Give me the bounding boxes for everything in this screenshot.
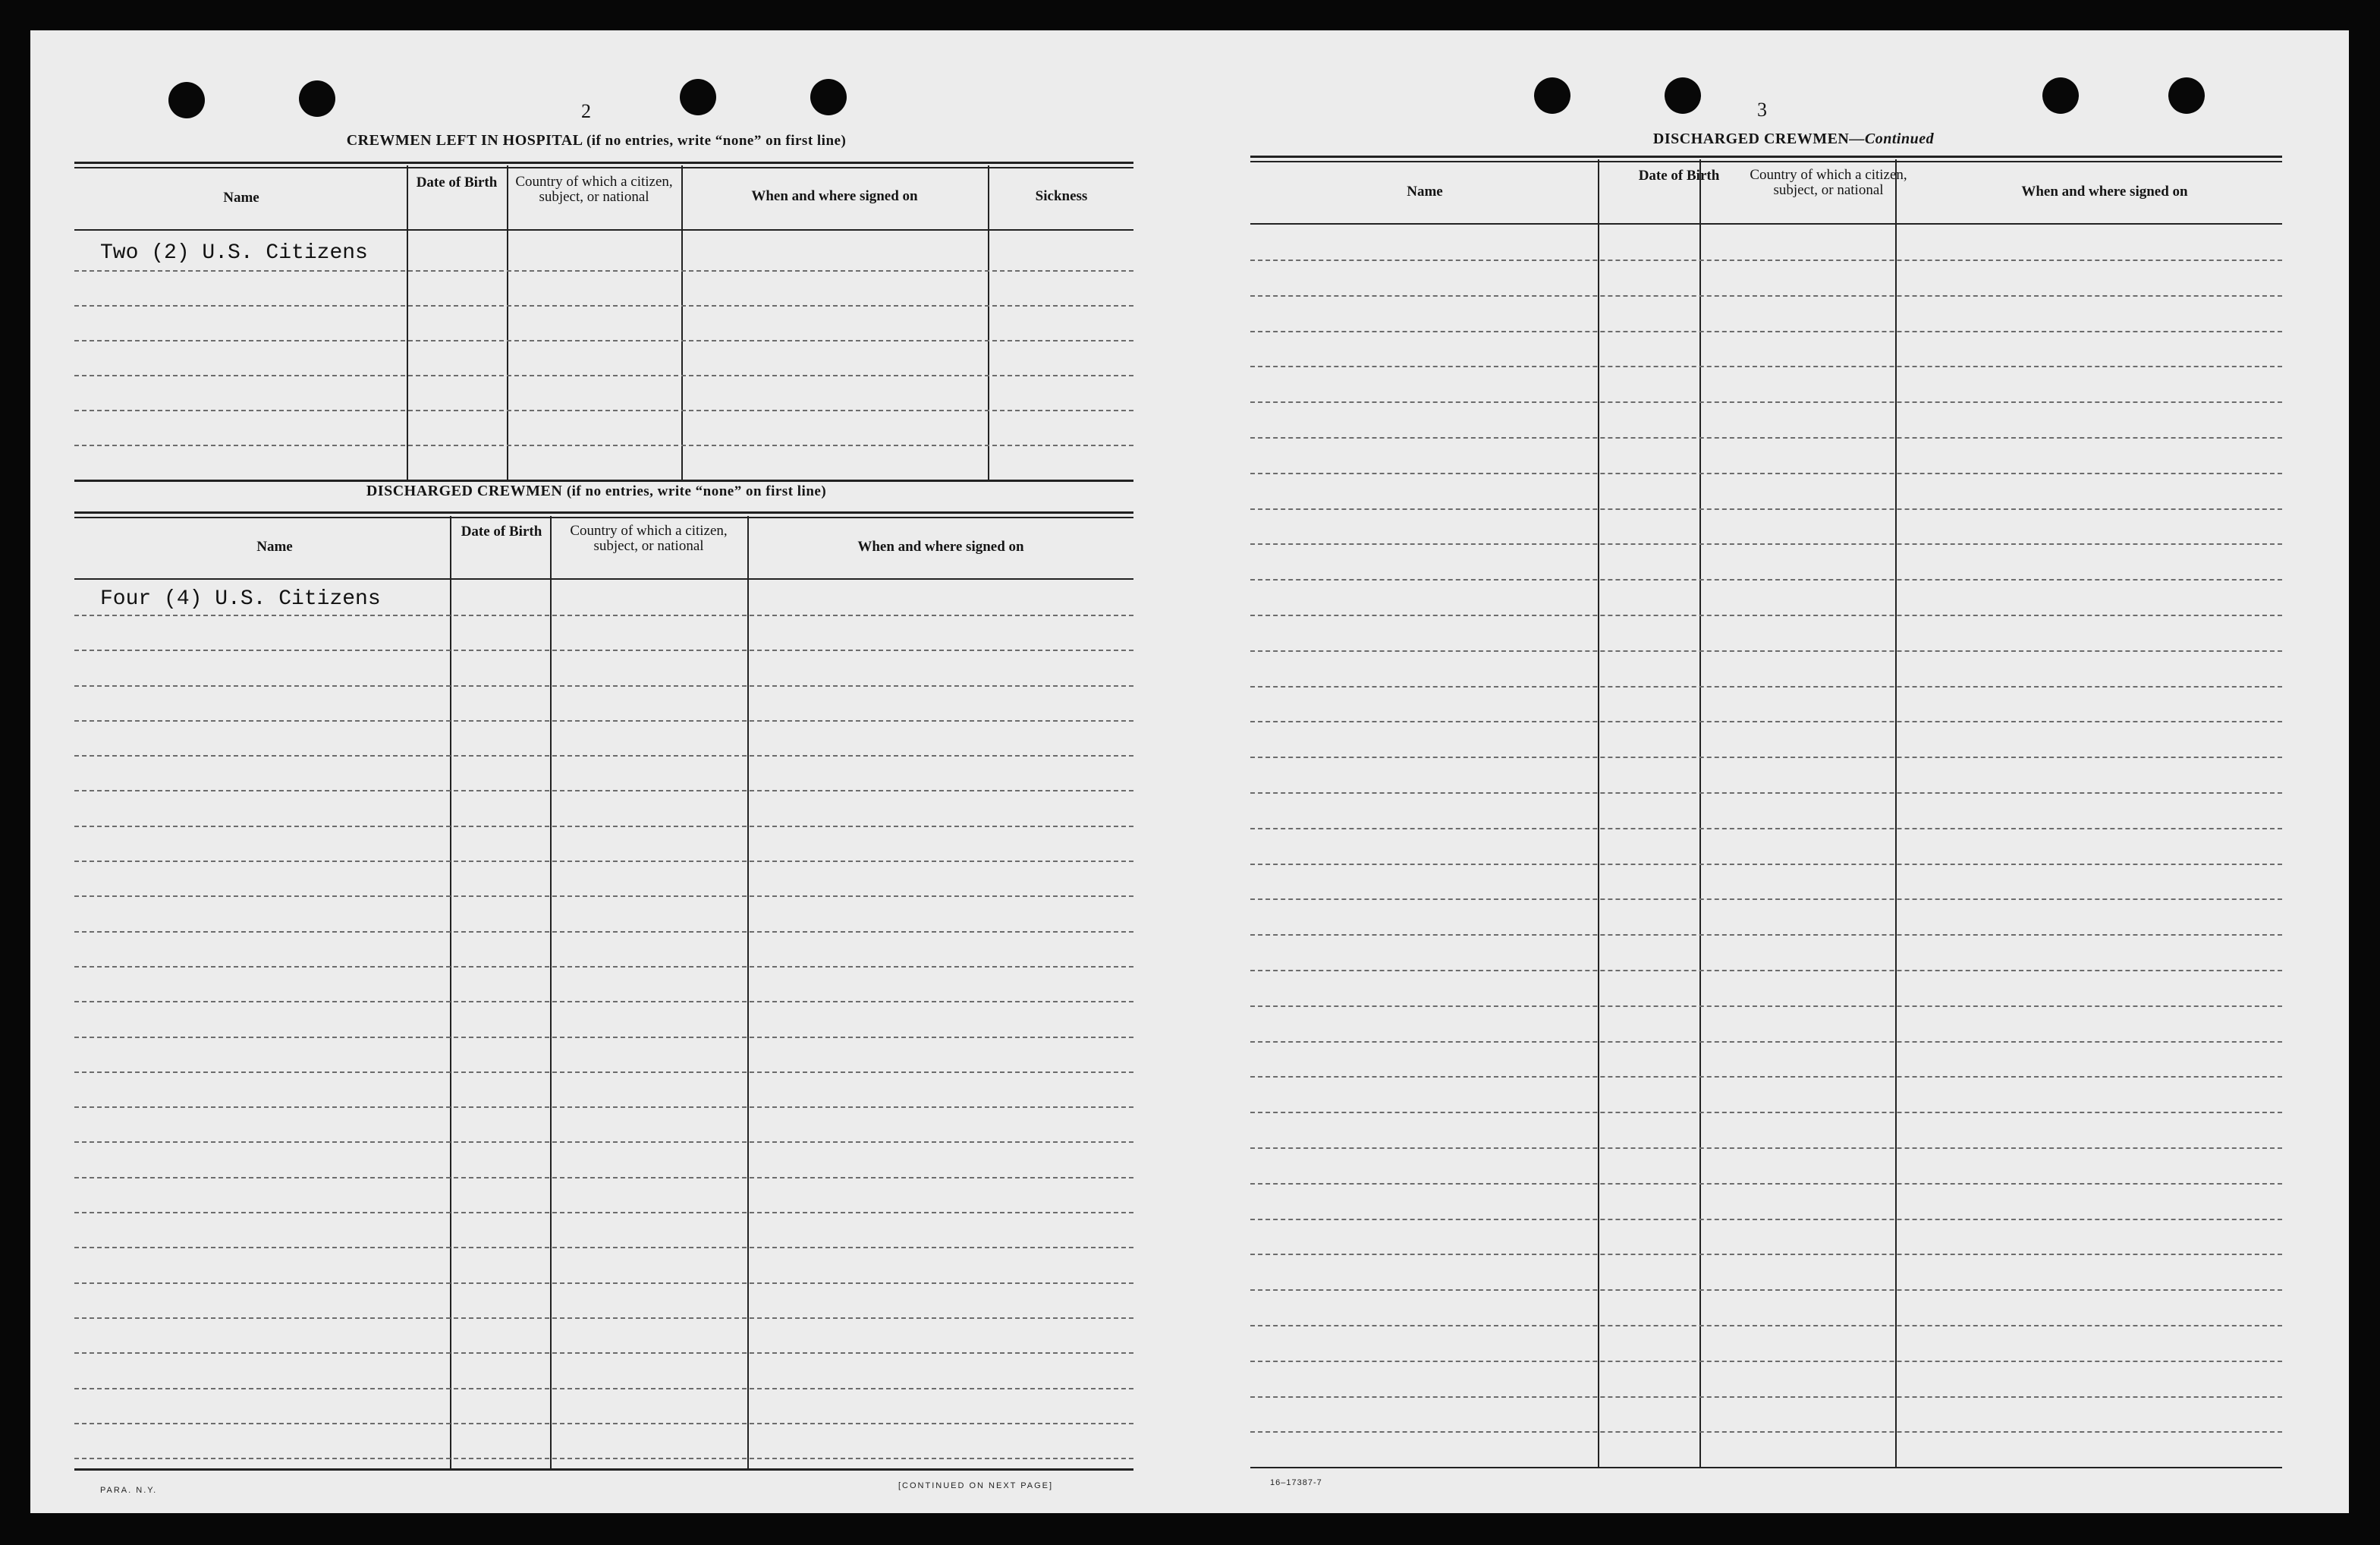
discharged-header-rule — [74, 578, 1133, 580]
document-sheet — [30, 30, 2349, 1513]
right-row-line — [1250, 366, 2282, 367]
punch-hole — [1665, 77, 1701, 114]
right-row-line — [1250, 970, 2282, 971]
hospital-row-line — [74, 305, 1133, 307]
discharged-row-line — [74, 720, 1133, 722]
hospital-row-line — [74, 340, 1133, 341]
right-row-line — [1250, 1325, 2282, 1326]
punch-hole — [2042, 77, 2079, 114]
hospital-col-country: Country of which a citizen, subject, or national — [515, 174, 673, 205]
right-row-line — [1250, 473, 2282, 474]
punch-hole — [810, 79, 847, 115]
discharged-row-line — [74, 861, 1133, 862]
right-row-line — [1250, 792, 2282, 794]
discharged-table-bottom-rule — [74, 1468, 1133, 1471]
punch-hole — [2168, 77, 2205, 114]
footer-continued: [CONTINUED ON NEXT PAGE] — [898, 1481, 1054, 1490]
discharged-col-divider — [450, 516, 451, 1469]
right-row-line — [1250, 437, 2282, 439]
discharged-row-line — [74, 1001, 1133, 1002]
right-row-line — [1250, 260, 2282, 261]
discharged-row-line — [74, 650, 1133, 651]
discharged-row-line — [74, 966, 1133, 968]
hospital-title-note: (if no entries, write “none” on first line) — [586, 133, 847, 149]
discharged-row-line — [74, 1423, 1133, 1424]
right-row-line — [1250, 1289, 2282, 1291]
page-number-right: 3 — [1757, 99, 1767, 121]
hospital-col-divider — [681, 165, 683, 480]
right-row-line — [1250, 579, 2282, 581]
hospital-col-dob: Date of Birth — [416, 175, 498, 190]
right-row-line — [1250, 1183, 2282, 1185]
hospital-row-line — [74, 445, 1133, 446]
discharged-row-line — [74, 755, 1133, 757]
right-row-line — [1250, 1219, 2282, 1220]
discharged-row-line — [74, 1388, 1133, 1389]
page-number-left: 2 — [581, 100, 591, 122]
right-title-suffix: —Continued — [1849, 131, 1935, 147]
discharged-row-line — [74, 1071, 1133, 1073]
discharged-title-text: DISCHARGED CREWMEN — [366, 483, 563, 499]
right-table-top-rule-2 — [1250, 161, 2282, 162]
right-col-name: Name — [1407, 184, 1443, 200]
right-row-line — [1250, 757, 2282, 758]
discharged-row-line — [74, 1212, 1133, 1213]
discharged-col-country: Country of which a citizen, subject, or national — [570, 523, 728, 554]
discharged-row-line — [74, 685, 1133, 687]
right-row-line — [1250, 1005, 2282, 1007]
discharged-col-dob: Date of Birth — [461, 524, 542, 540]
right-row-line — [1250, 1041, 2282, 1043]
discharged-row-line — [74, 615, 1133, 616]
hospital-table-top-rule-2 — [74, 167, 1133, 168]
right-row-line — [1250, 721, 2282, 722]
right-title-text: DISCHARGED CREWMEN — [1652, 131, 1850, 147]
right-row-line — [1250, 1147, 2282, 1149]
discharged-row-line — [74, 790, 1133, 791]
discharged-table-top-rule — [74, 511, 1133, 514]
hospital-col-signed: When and where signed on — [751, 188, 918, 204]
right-row-line — [1250, 650, 2282, 652]
hospital-row-line — [74, 375, 1133, 376]
right-header-rule — [1250, 223, 2282, 225]
right-row-line — [1250, 401, 2282, 403]
right-row-line — [1250, 1254, 2282, 1255]
hospital-header-rule — [74, 229, 1133, 231]
discharged-row-line — [74, 931, 1133, 933]
right-row-line — [1250, 686, 2282, 688]
right-section-title — [1250, 131, 2337, 148]
discharged-row-line — [74, 1106, 1133, 1108]
punch-hole — [168, 82, 205, 118]
hospital-table-top-rule — [74, 162, 1133, 164]
right-row-line — [1250, 1076, 2282, 1078]
right-row-line — [1250, 1361, 2282, 1362]
right-row-line — [1250, 1396, 2282, 1398]
discharged-col-signed: When and where signed on — [857, 539, 1024, 555]
discharged-col-divider — [747, 516, 749, 1469]
discharged-table-top-rule-2 — [74, 517, 1133, 518]
hospital-col-divider — [988, 165, 989, 480]
hospital-row-line — [74, 270, 1133, 272]
hospital-col-sickness: Sickness — [1035, 188, 1088, 204]
discharged-row-line — [74, 1458, 1133, 1459]
right-row-line — [1250, 934, 2282, 936]
punch-hole — [1534, 77, 1570, 114]
discharged-first-entry: Four (4) U.S. Citizens — [100, 587, 381, 611]
discharged-row-line — [74, 1177, 1133, 1178]
right-col-signed: When and where signed on — [2021, 184, 2188, 200]
discharged-row-line — [74, 895, 1133, 897]
right-col-divider — [1598, 159, 1599, 1468]
right-col-dob: Date of Birth — [1638, 168, 1720, 184]
footer-form-code: 16–17387-7 — [1270, 1478, 1322, 1487]
hospital-col-name: Name — [223, 190, 259, 206]
hospital-section-title — [74, 132, 1118, 149]
footer-printer-mark: PARA. N.Y. — [100, 1486, 158, 1495]
right-row-line — [1250, 898, 2282, 900]
discharged-col-name: Name — [256, 539, 293, 555]
discharged-title-note: (if no entries, write “none” on first line) — [566, 483, 827, 499]
discharged-row-line — [74, 1317, 1133, 1319]
discharged-row-line — [74, 1352, 1133, 1354]
right-row-line — [1250, 1431, 2282, 1433]
discharged-section-title — [74, 483, 1118, 500]
hospital-row-line — [74, 410, 1133, 411]
right-row-line — [1250, 615, 2282, 616]
right-table-bottom-rule — [1250, 1467, 2282, 1468]
right-col-divider — [1895, 159, 1897, 1468]
discharged-col-divider — [550, 516, 552, 1469]
hospital-first-entry: Two (2) U.S. Citizens — [100, 241, 368, 265]
right-row-line — [1250, 864, 2282, 865]
punch-hole — [680, 79, 716, 115]
hospital-col-divider — [507, 165, 508, 480]
hospital-col-divider — [407, 165, 408, 480]
right-table-top-rule — [1250, 156, 2282, 158]
right-col-divider — [1699, 159, 1701, 1468]
right-col-country: Country of which a citizen, subject, or national — [1750, 167, 1907, 198]
hospital-title-text: CREWMEN LEFT IN HOSPITAL — [346, 132, 583, 149]
discharged-row-line — [74, 1282, 1133, 1284]
hospital-table-bottom-rule — [74, 480, 1133, 482]
right-row-line — [1250, 828, 2282, 829]
right-row-line — [1250, 543, 2282, 545]
right-row-line — [1250, 508, 2282, 510]
discharged-row-line — [74, 1037, 1133, 1038]
punch-hole — [299, 80, 335, 117]
discharged-row-line — [74, 826, 1133, 827]
right-row-line — [1250, 331, 2282, 332]
right-row-line — [1250, 1112, 2282, 1113]
discharged-row-line — [74, 1247, 1133, 1248]
right-row-line — [1250, 295, 2282, 297]
discharged-row-line — [74, 1141, 1133, 1143]
